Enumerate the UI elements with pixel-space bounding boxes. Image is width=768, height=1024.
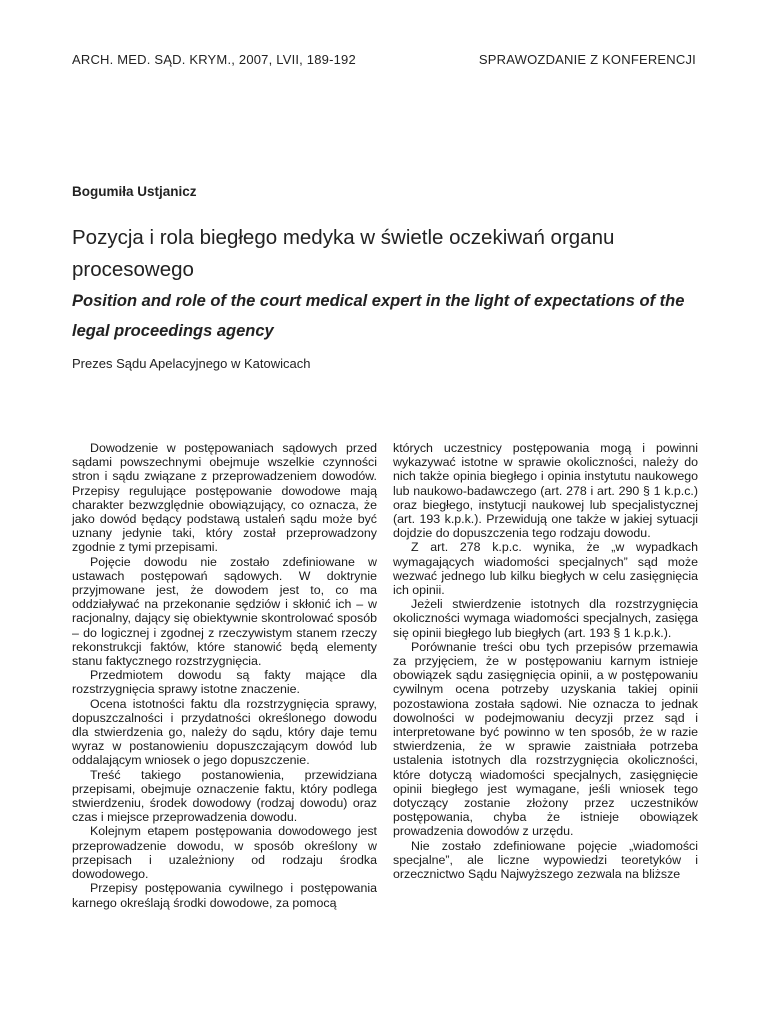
paragraph: Kolejnym etapem postępowania dowodowego jest przeprowadzenie dowodu, w sposób określony w przepisach i uzależniony od rodzaju środka dowodowego.	[72, 824, 377, 882]
paragraph: Nie zostało zdefiniowane pojęcie „wiadomości specjalne”, ale liczne wypowiedzi teoretyków i orzecznictwo Sądu Najwyższego zezwala na bliższe	[393, 838, 698, 882]
journal-citation: ARCH. MED. SĄD. KRYM., 2007, LVII, 189-192	[72, 52, 356, 67]
body-column-left	[72, 441, 377, 910]
paragraph: Dowodzenie w postępowaniach sądowych przed sądami powszechnymi obejmuje wszelkie czynności stron i sądu związane z przeprowadzeniem dowodów. Przepisy regulujące postępowanie dowodowe mają charakter bezwzględnie obowiązujący, co oznacza, że jako dowód będący podstawą ustaleń sądu może być uznany jedynie taki, który został przeprowadzony zgodnie z tymi przepisami.	[72, 441, 377, 555]
paragraph: Przedmiotem dowodu są fakty mające dla rozstrzygnięcia sprawy istotne znaczenie.	[72, 668, 377, 697]
paragraph: Treść takiego postanowienia, przewidziana przepisami, obejmuje oznaczenie faktu, który podlega stwierdzeniu, środek dowodowy (rodzaj dowodu) oraz czas i miejsce przeprowadzenia dowodu.	[72, 767, 377, 825]
title-english: Position and role of the court medical expert in the light of expectations of the legal proceedings agency	[72, 292, 685, 340]
paragraph: Pojęcie dowodu nie zostało zdefiniowane w ustawach postępowań sądowych. W doktrynie przyjmowane jest, że dowodem jest to, co ma oddziaływać na przekonanie sędziów i skłonić ich – w racjonalny, dający się obiektywnie skontrolować sposób – do logicznej i zgodnej z rzeczywistym stanem rzeczy rekonstrukcji faktów, które stanowić będą elementy stanu faktycznego rozstrzygnięcia.	[72, 554, 377, 669]
author-affiliation: Prezes Sądu Apelacyjnego w Katowicach	[72, 356, 311, 371]
paragraph: Z art. 278 k.p.c. wynika, że „w wypadkach wymagających wiadomości specjalnych” sąd może wezwać jednego lub kilku biegłych w celu zasięgnięcia ich opinii.	[393, 540, 698, 598]
section-label: SPRAWOZDANIE Z KONFERENCJI	[478, 52, 696, 67]
body-column-right	[393, 441, 698, 881]
paragraph: Porównanie treści obu tych przepisów przemawia za przyjęciem, że w postępowaniu karnym istnieje obowiązek sądu zasięgnięcia opinii, a w postępowaniu cywilnym ocena potrzeby uzyskania takiej opinii pozostawiona została sądowi. Nie oznacza to jednak dowolności w podejmowaniu decyzji przez sąd i interpretowane być powinno w ten sposób, że w razie stwierdzenia, że w sprawie zaistniała potrzeba ustalenia istotnych dla rozstrzygnięcia okoliczności, które dotyczą wiadomości specjalnych, zasięgnięcie opinii biegłego jest wymagane, jeśli wniosek tego dotyczący zostanie złożony przez uczestników postępowania, chyba że istnieje obowiązek prowadzenia dowodów z urzędu.	[393, 639, 698, 839]
paragraph: Ocena istotności faktu dla rozstrzygnięcia sprawy, dopuszczalności i przydatności określonego dowodu dla stwierdzenia go, należy do sądu, który daje temu wyraz w postanowieniu dopuszczającym dowód lub oddalającym wniosek o jego dopuszczenie.	[72, 696, 377, 768]
author-name: Bogumiła Ustjanicz	[72, 184, 197, 199]
title-polish: Pozycja i rola biegłego medyka w świetle oczekiwań organu procesowego	[72, 226, 615, 281]
paragraph: Przepisy postępowania cywilnego i postępowania karnego określają środki dowodowe, za pomocą	[72, 881, 377, 910]
paragraph: których uczestnicy postępowania mogą i powinni wykazywać istotne w sprawie okoliczności, należy do nich także opinia biegłego i opinia instytutu naukowego lub naukowo-badawczego (art. 278 i art. 290 § 1 k.p.c.) oraz biegłego, instytucji naukowej lub specjalistycznej (art. 193 k.p.k.). Przewidują one także w jakiej sytuacji dojdzie do dopuszczenia tego rodzaju dowodu.	[393, 441, 698, 541]
paragraph: Jeżeli stwierdzenie istotnych dla rozstrzygnięcia okoliczności wymaga wiadomości specjalnych, zasięga się opinii biegłego lub biegłych (art. 193 § 1 k.p.k.).	[393, 597, 698, 640]
